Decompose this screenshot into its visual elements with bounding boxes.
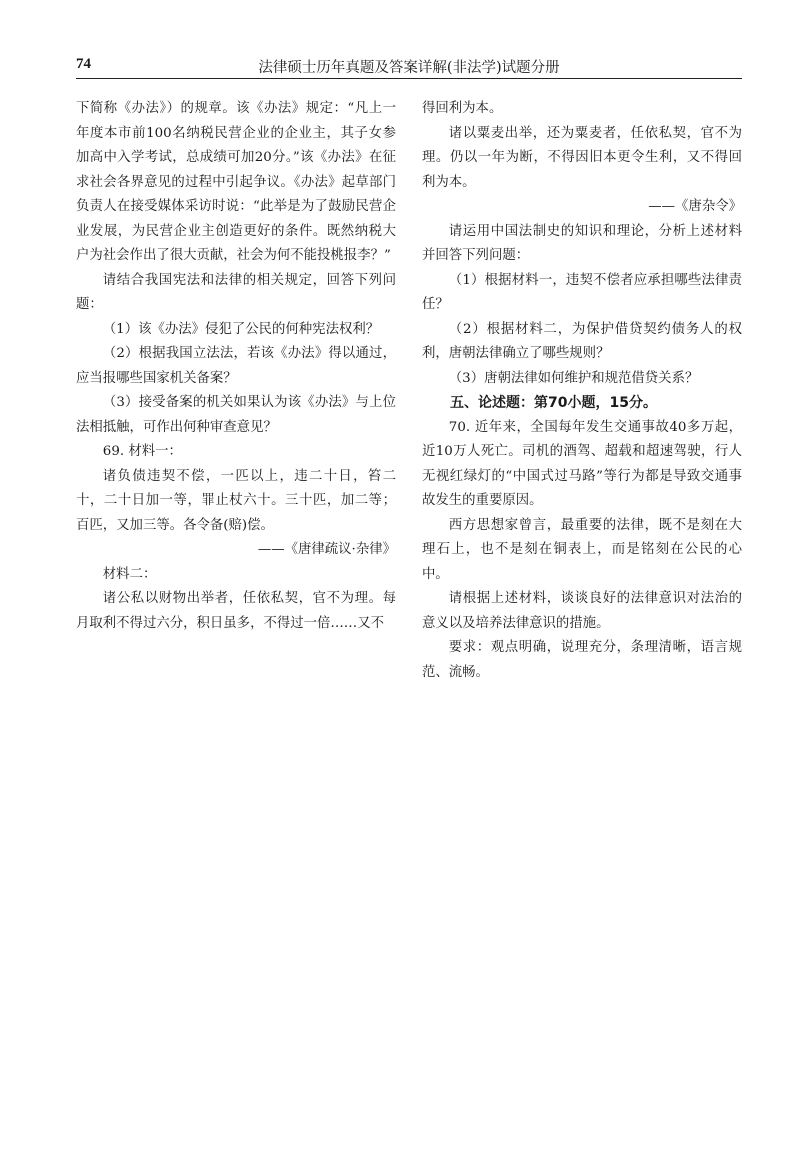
paragraph: 西方思想家曾言，最重要的法律，既不是刻在大理石上，也不是刻在铜表上，而是铭刻在公民的心中。 [422,517,742,582]
paragraph: 诸以粟麦出举，还为粟麦者，任依私契，官不为理。仍以一年为断，不得因旧本更令生利，又不得回利为本。 [422,125,742,190]
source-citation: ——《唐律疏议·杂律》 [257,542,396,557]
paragraph: （3）唐朝法律如何维护和规范借贷关系？ [448,370,699,386]
paragraph: 70. 近年来，全国每年发生交通事故40多万起，近10万人死亡。司机的酒驾、超载和超速驾驶，行人无视红绿灯的“中国式过马路”等行为都是导致交通事故发生的重要原因。 [422,419,742,508]
paragraph: 得回利为本。 [422,101,503,116]
page-number: 74 [76,56,91,72]
section-heading: 五、论述题：第70小题，15分。 [450,395,657,411]
paragraph: 材料二： [102,566,157,582]
paragraph: （1）该《办法》侵犯了公民的何种宪法权利？ [102,321,380,337]
paragraph: 下简称《办法》）的规章。该《办法》规定：“凡上一年度本市前100名纳税民营企业的企业主，其子女参加高中入学考试，总成绩可加20分。”该《办法》在征求社会各界意见的过程中引起争议。《办法》起草部门负责人在接受媒体采访时说：“此举是为了鼓励民营企业发展，为民营企业主创造更好的条件。既然纳税大户为社会作出了很大贡献，社会为何不能投桃报李？” [76,101,396,263]
left-column [76,97,396,636]
paragraph: 诸公私以财物出举者，任依私契，官不为理。每月取利不得过六分，积日虽多，不得过一倍……又不 [76,591,396,631]
paragraph: 69. 材料一： [102,444,182,459]
paragraph: 诸负债违契不偿，一匹以上，违二十日，笞二十，二十日加一等，罪止杖六十。三十匹，加二等；百匹，又加三等。各令备(赔)偿。 [76,468,396,533]
page-header [76,54,742,79]
paragraph: （2）根据我国立法法，若该《办法》得以通过，应当报哪些国家机关备案？ [76,346,396,386]
paragraph: 请运用中国法制史的知识和理论，分析上述材料并回答下列问题： [422,223,742,263]
paragraph: （3）接受备案的机关如果认为该《办法》与上位法相抵触，可作出何种审查意见？ [76,395,396,435]
paragraph: （2）根据材料二，为保护借贷契约债务人的权利，唐朝法律确立了哪些规则？ [422,321,742,361]
right-column [422,97,742,685]
paragraph: 请结合我国宪法和法律的相关规定，回答下列问题： [76,272,396,312]
paragraph: 请根据上述材料，谈谈良好的法律意识对法治的意义以及培养法律意识的措施。 [422,591,742,631]
paragraph: （1）根据材料一，违契不偿者应承担哪些法律责任？ [422,272,742,312]
source-citation: ——《唐杂令》 [648,199,742,214]
running-title: 法律硕士历年真题及答案详解(非法学)试题分册 [258,60,560,76]
paragraph: 要求：观点明确，说理充分，条理清晰，语言规范、流畅。 [422,640,742,680]
